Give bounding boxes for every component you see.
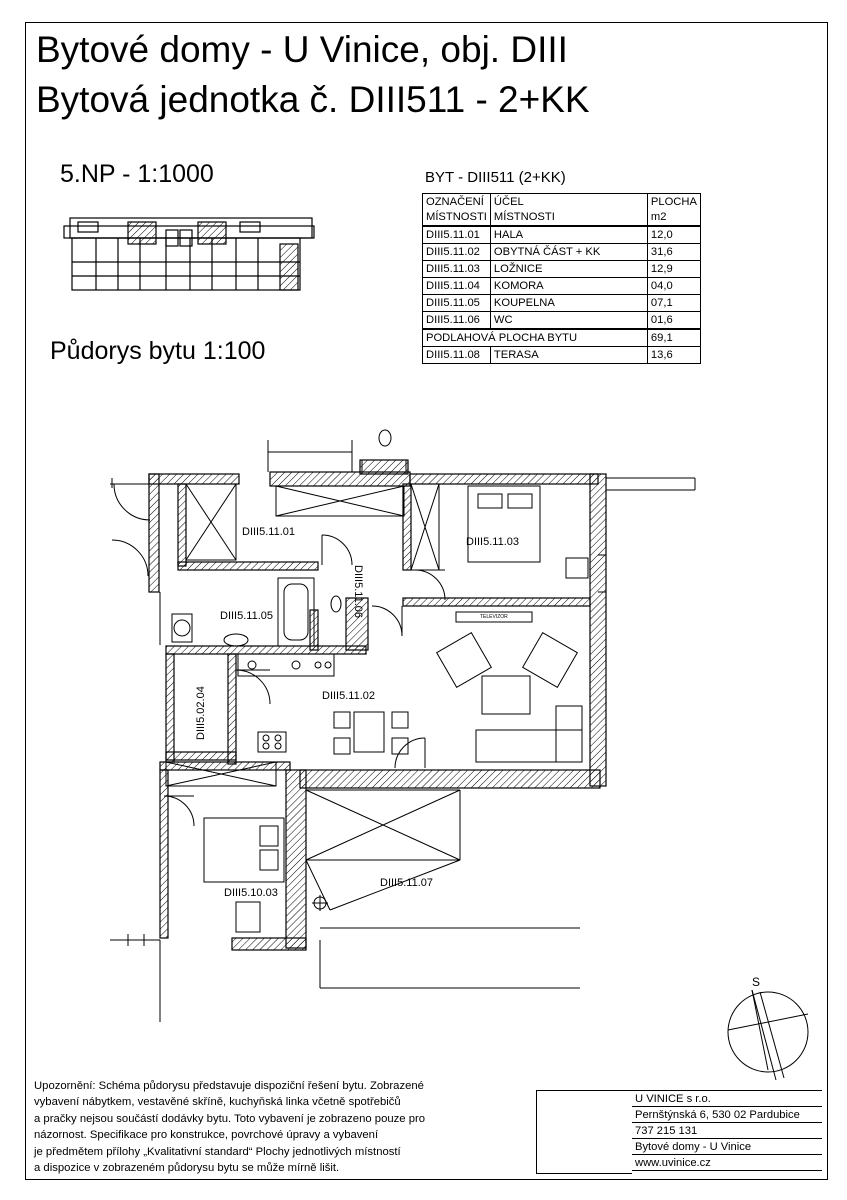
room-table-title: BYT - DIII511 (2+KK) xyxy=(425,169,566,186)
col-code-header: OZNAČENÍ xyxy=(423,194,491,210)
kitchen-counter xyxy=(238,654,334,676)
room-name: KOMORA xyxy=(490,278,647,295)
room-name: LOŽNICE xyxy=(490,261,647,278)
company-info-table xyxy=(632,1090,822,1171)
notice-line: je předmětem přílohy „Kvalitativní standard“ Plochy jednotlivých místností xyxy=(34,1145,401,1158)
notice-line: názornost. Specifikace pro konstrukce, povrchové úpravy a vybavení xyxy=(34,1129,379,1142)
room-code: DIII5.11.04 xyxy=(423,278,491,295)
company-phone: 737 215 131 xyxy=(632,1123,822,1139)
room-label-bedroom-2: DIII5.10.03 xyxy=(224,887,278,899)
col-area-unit: m2 xyxy=(647,209,700,226)
plan-scale-label: Půdorys bytu 1:100 xyxy=(50,337,266,365)
company-web: www.uvinice.cz xyxy=(632,1155,822,1171)
room-label-living: DIII5.11.02 xyxy=(322,690,375,702)
north-arrow xyxy=(728,990,808,1080)
room-area: 07,1 xyxy=(647,295,700,312)
room-code: DIII5.11.03 xyxy=(423,261,491,278)
double-bed xyxy=(468,486,540,562)
room-area: 01,6 xyxy=(647,312,700,330)
col-area-header: PLOCHA xyxy=(647,194,700,210)
armchair-2 xyxy=(523,633,578,688)
terrace-area: 13,6 xyxy=(647,347,700,364)
notice-line: a dispozice v zobrazeném půdorysu bytu se může mírně lišit. xyxy=(34,1162,340,1175)
washbasin xyxy=(224,634,248,646)
room-label-storage: DIII5.02.04 xyxy=(195,686,207,740)
building-overview-map xyxy=(64,218,314,290)
sofa xyxy=(476,730,582,762)
room-label-hall: DIII5.11.01 xyxy=(242,526,295,538)
room-name: OBYTNÁ ČÁST + KK xyxy=(490,244,647,261)
terrace-code: DIII5.11.08 xyxy=(423,347,491,364)
built-in-wardrobes xyxy=(166,484,460,910)
company-logo-box xyxy=(536,1090,632,1174)
coffee-table xyxy=(482,676,530,714)
room-code: DIII5.11.05 xyxy=(423,295,491,312)
bathtub xyxy=(278,578,314,646)
notice-line: Upozornění: Schéma půdorysu představuje dispoziční řešení bytu. Zobrazené xyxy=(34,1080,424,1092)
room-label-wc: DIII5.11.06 xyxy=(352,565,364,618)
terrace-name: TERASA xyxy=(490,347,647,364)
notice-line: vybavení nábytkem, vestavěné skříně, kuchyňská linka včetně spotřebičů xyxy=(34,1096,401,1109)
wc-toilet xyxy=(331,596,341,612)
room-area: 12,0 xyxy=(647,226,700,244)
room-code: DIII5.11.06 xyxy=(423,312,491,330)
room-area: 04,0 xyxy=(647,278,700,295)
room-name: WC xyxy=(490,312,647,330)
washing-machine xyxy=(172,614,192,642)
tv-label: TELEVIZOR xyxy=(480,614,508,620)
room-code: DIII5.11.02 xyxy=(423,244,491,261)
compass-label: S xyxy=(752,975,761,989)
floor-area-value: 69,1 xyxy=(647,329,700,347)
overview-scale-label: 5.NP - 1:1000 xyxy=(60,160,214,188)
col-purpose-header-2: MÍSTNOSTI xyxy=(490,209,647,226)
col-code-header-2: MÍSTNOSTI xyxy=(423,209,491,226)
room-area: 12,9 xyxy=(647,261,700,278)
room-code: DIII5.11.01 xyxy=(423,226,491,244)
floor-area-label: PODLAHOVÁ PLOCHA BYTU xyxy=(423,329,648,347)
room-label-bathroom: DIII5.11.05 xyxy=(220,610,273,622)
company-name: U VINICE s r.o. xyxy=(632,1091,822,1107)
room-area: 31,6 xyxy=(647,244,700,261)
dining-table xyxy=(354,712,384,752)
room-name: HALA xyxy=(490,226,647,244)
unit-title: Bytová jednotka č. DIII511 - 2+KK xyxy=(36,79,590,120)
disclaimer-notice xyxy=(34,1078,424,1176)
room-label-bedroom: DIII5.11.03 xyxy=(466,536,519,548)
company-project: Bytové domy - U Vinice xyxy=(632,1139,822,1155)
notice-line: a pračky nejsou součástí dodávky bytu. Toto vybavení je zobrazeno pouze pro xyxy=(34,1112,426,1125)
project-title: Bytové domy - U Vinice, obj. DIII xyxy=(36,29,568,70)
col-purpose-header: ÚČEL xyxy=(490,194,647,210)
armchair xyxy=(437,633,492,688)
room-name: KOUPELNA xyxy=(490,295,647,312)
company-address: Pernštýnská 6, 530 02 Pardubice xyxy=(632,1107,822,1123)
room-label-terrace: DIII5.11.07 xyxy=(380,877,433,889)
walls xyxy=(149,460,606,950)
